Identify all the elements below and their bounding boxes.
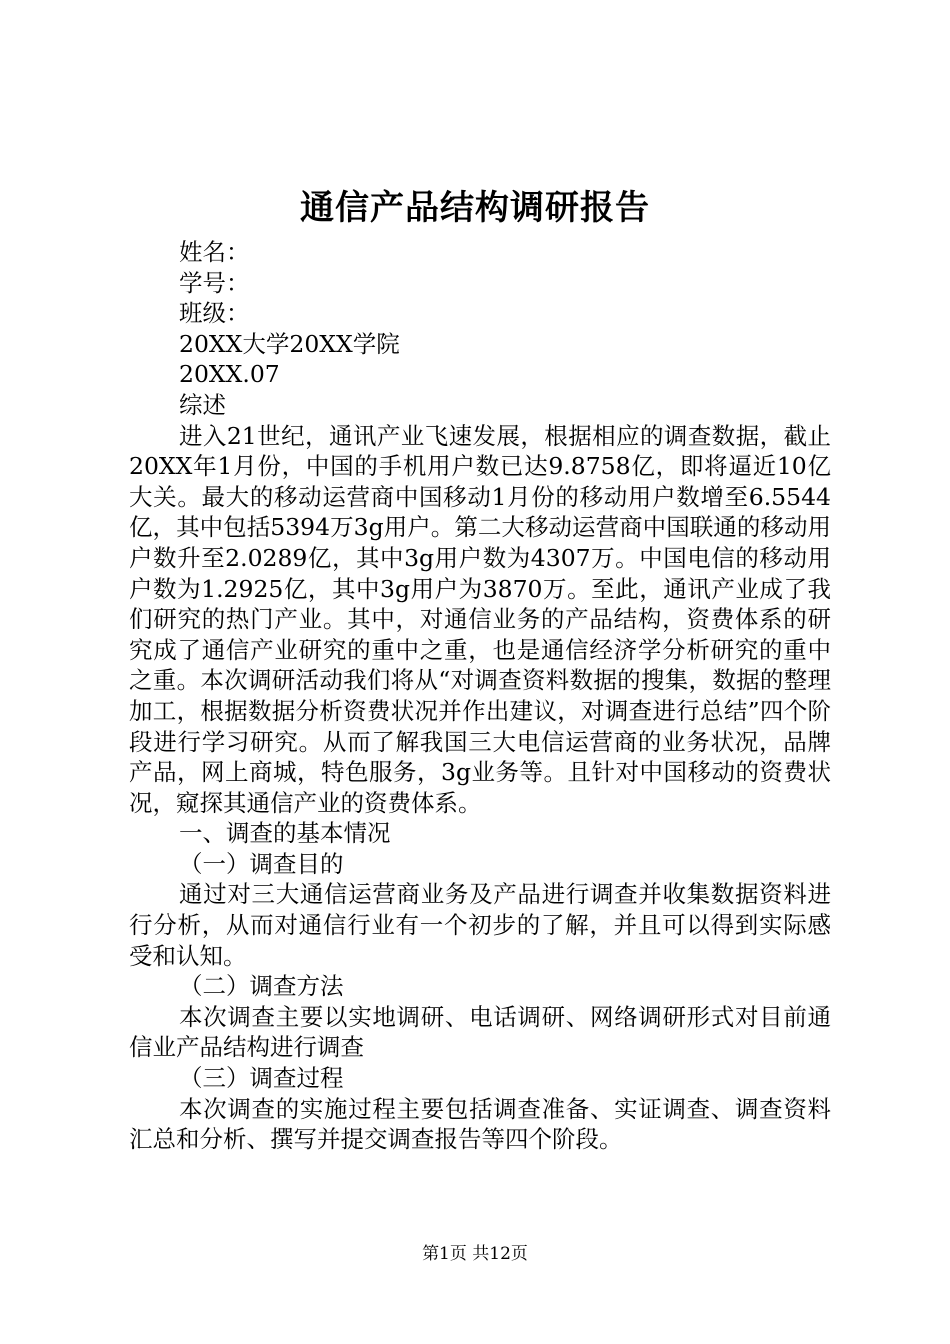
sub2-paragraph: 本次调查主要以实地调研、电话调研、网络调研形式对目前通信业产品结构进行调查: [129, 1002, 831, 1062]
intro-paragraph: 进入21世纪，通讯产业飞速发展，根据相应的调查数据，截止20XX年1月份，中国的手机用户数已达9.8758亿，即将逼近10亿大关。最大的移动运营商中国移动1月份的移动用户数增至6.5544亿，其中包括5394万3g用户。第二大移动运营商中国联通的移动用户数升至2.0289亿，其中3g用户数为4307万。中国电信的移动用户数为1.2925亿，其中3g用户为3870万。至此，通讯产业成了我们研究的热门产业。其中，对通信业务的产品结构，资费体系的研究成了通信产业研究的重中之重，也是通信经济学分析研究的重中之重。本次调研活动我们将从“对调查资料数据的搜集，数据的整理加工，根据数据分析资费状况并作出建议，对调查进行总结”四个阶段进行学习研究。从而了解我国三大电信运营商的业务状况，品牌产品，网上商城，特色服务，3g业务等。且针对中国移动的资费状况，窥探其通信产业的资费体系。: [129, 421, 831, 817]
student-id-label: 学号：: [179, 268, 250, 297]
page-footer: 第1页 共12页: [422, 1244, 528, 1264]
document-body: [129, 237, 831, 1155]
section1-heading: 一、调查的基本情况: [179, 819, 391, 848]
summary-heading: 综述: [179, 390, 226, 419]
sub3-heading: （三）调查过程: [179, 1064, 344, 1093]
document-title: 通信产品结构调研报告: [300, 188, 650, 228]
sub1-paragraph: 通过对三大通信运营商业务及产品进行调查并收集数据资料进行分析，从而对通信行业有一个初步的了解，并且可以得到实际感受和认知。: [129, 880, 831, 970]
date-line: 20XX.07: [179, 360, 280, 389]
name-label: 姓名：: [179, 238, 250, 266]
sub3-paragraph: 本次调查的实施过程主要包括调查准备、实证调查、调查资料汇总和分析、撰写并提交调查报告等四个阶段。: [129, 1094, 831, 1154]
sub2-heading: （二）调查方法: [179, 972, 344, 1001]
class-label: 班级：: [179, 299, 250, 328]
school-line: 20XX大学20XX学院: [179, 329, 400, 358]
sub1-heading: （一）调查目的: [179, 849, 344, 878]
